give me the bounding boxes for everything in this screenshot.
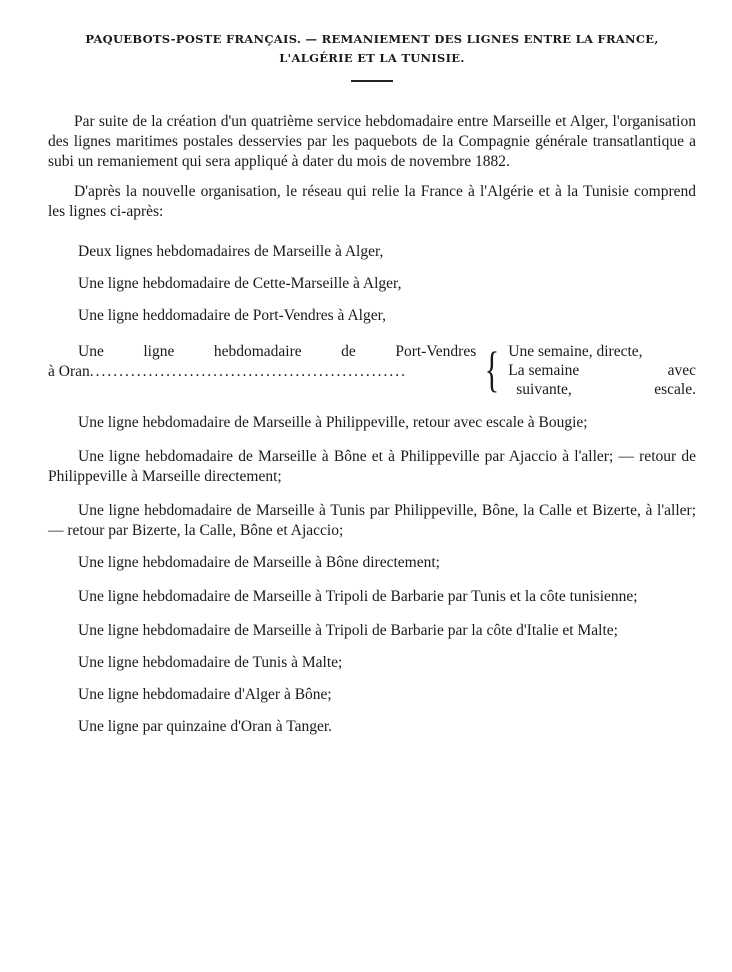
route-line-oran — [48, 342, 696, 399]
oran-schedule — [508, 342, 696, 399]
leader-dots: ...................................................... — [89, 363, 407, 380]
route-line: Deux lignes hebdomadaires de Marseille à Alger, — [78, 243, 384, 260]
title-line-2: L'ALGÉRIE ET LA TUNISIE. — [279, 51, 465, 65]
oran-continuation: à Oran — [48, 363, 90, 380]
schedule-line-2b: avec — [667, 362, 696, 379]
intro-paragraph-1: Par suite de la création d'un quatrième service hebdomadaire entre Marseille et Alger, l'organisation des lignes maritimes postales desservies par les paquebots de la Compagnie générale transatlantique a subi un remaniement qui sera appliqué à dater du mois de novembre 1882. — [48, 113, 696, 170]
title-rule — [351, 80, 393, 82]
schedule-line-2a: La semaine — [508, 362, 580, 379]
schedule-line-3b: escale. — [654, 381, 696, 398]
route-line: Une ligne hebdomadaire d'Alger à Bône; — [78, 686, 332, 703]
title-line-1: PAQUEBOTS-POSTE FRANÇAIS. — REMANIEMENT DES LIGNES ENTRE LA FRANCE, — [85, 32, 659, 46]
curly-brace: { — [485, 341, 500, 397]
route-line: Une ligne hebdomadaire de Tunis à Malte; — [78, 654, 343, 671]
route-line: Une ligne hebdomadaire de Cette-Marseille à Alger, — [78, 275, 402, 292]
route-line: Une ligne hebdomadaire de Marseille à Tunis par Philippeville, Bône, la Calle et Bizerte, à l'aller; — retour par Bizerte, la Calle, Bône et Ajaccio; — [48, 502, 696, 539]
route-line: Une ligne heddomadaire de Port-Vendres à Alger, — [78, 307, 386, 324]
oran-word: de — [341, 343, 356, 360]
oran-word: Une — [78, 343, 104, 360]
intro-paragraph-2: D'après la nouvelle organisation, le réseau qui relie la France à l'Algérie et à la Tunisie comprend les lignes ci-après: — [48, 183, 696, 220]
oran-word: hebdomadaire — [213, 343, 302, 360]
page-title — [48, 30, 696, 68]
route-line: Une ligne hebdomadaire de Marseille à Bône directement; — [78, 554, 440, 571]
oran-word: Port-Vendres — [395, 343, 477, 360]
document-page — [48, 30, 696, 737]
oran-word: ligne — [143, 343, 175, 360]
schedule-line-3a: suivante, — [516, 381, 572, 398]
route-line: Une ligne hebdomadaire de Marseille à Tripoli de Barbarie par Tunis et la côte tunisienne; — [78, 588, 638, 605]
route-line: Une ligne hebdomadaire de Marseille à Bône et à Philippeville par Ajaccio à l'aller; — retour de Philippeville à Marseille directement; — [48, 448, 696, 485]
schedule-line-1: Une semaine, directe, — [508, 343, 643, 360]
route-line: Une ligne hebdomadaire de Marseille à Philippeville, retour avec escale à Bougie; — [78, 414, 588, 431]
route-line: Une ligne hebdomadaire de Marseille à Tripoli de Barbarie par la côte d'Italie et Malte; — [78, 622, 618, 639]
route-line: Une ligne par quinzaine d'Oran à Tanger. — [78, 718, 333, 735]
